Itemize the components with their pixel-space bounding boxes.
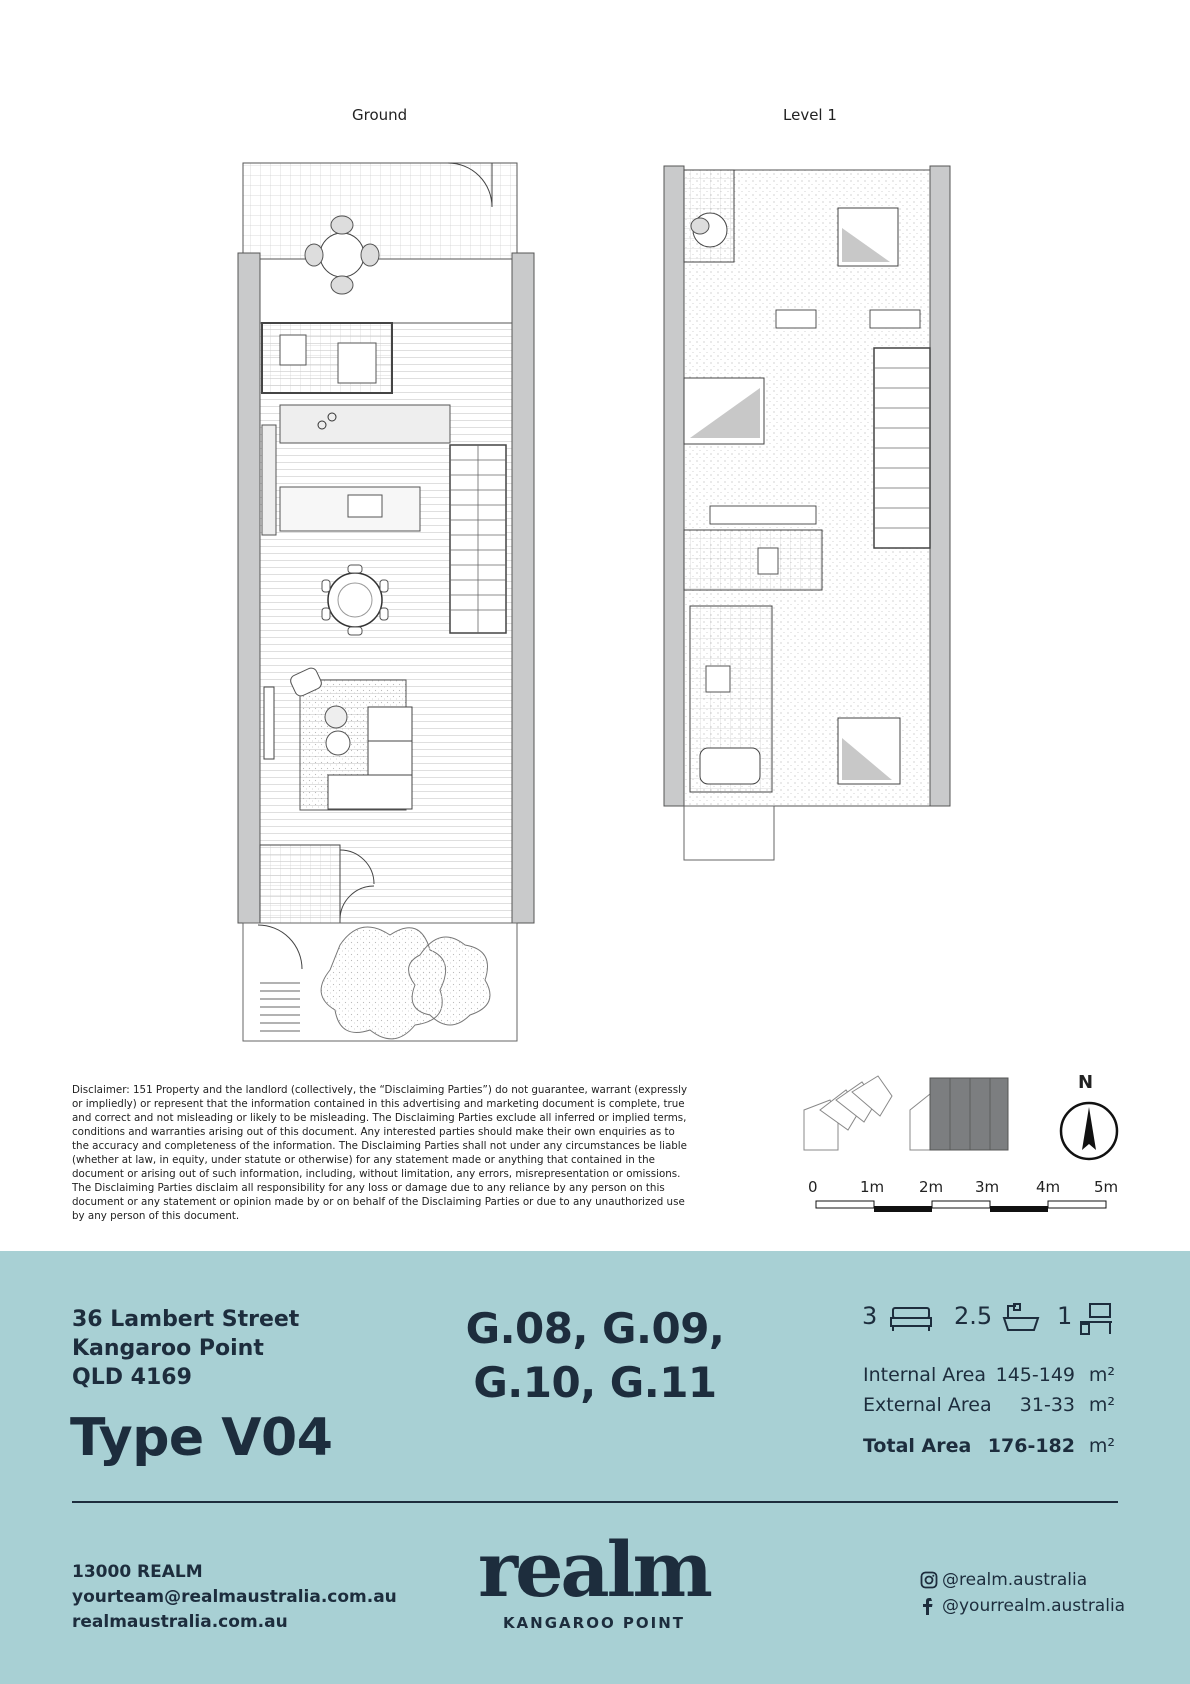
external-area-unit: m² (1088, 1394, 1115, 1416)
scale-label-0: 0 (808, 1178, 818, 1196)
address-line-3: QLD 4169 (72, 1365, 192, 1390)
bathroom-count: 2.5 (954, 1302, 993, 1330)
internal-area-unit: m² (1088, 1364, 1115, 1386)
north-arrow-icon (1058, 1100, 1120, 1162)
internal-area-value: 145-149 (995, 1364, 1075, 1386)
unit-numbers-line-2: G.10, G.11 (473, 1358, 717, 1407)
scale-bar-graphic (815, 1200, 1110, 1214)
realm-logo (478, 1525, 710, 1632)
external-area-value: 31-33 (1019, 1394, 1075, 1416)
study-count: 1 (1057, 1302, 1073, 1330)
contact-block (72, 1560, 397, 1635)
total-area-unit: m² (1088, 1435, 1115, 1457)
address-line-1: 36 Lambert Street (72, 1307, 300, 1332)
website-link[interactable]: realmaustralia.com.au (72, 1612, 288, 1632)
external-area-label: External Area (863, 1394, 992, 1416)
disclaimer-text: Disclaimer: 151 Property and the landlord (collectively, the “Disclaiming Parties”) do not guarantee, warrant (expressly or impliedly) or represent that the information contained in this advertising and marketing document is complete, true and correct and not misleading or likely to be misleading. The Disclaiming Parties exclude all inferred or implied terms, conditions and warranties arising out of this document. Any interested parties should make their own enquiries as to the accuracy and completeness of the information. The Disclaiming Parties shall not under any circumstances be liable (whether at law, in equity, under statute or otherwise) for any statement made or anything that contained in the document or arising out of such information, including, without limitation, any errors, misrepresentation or omissions. The Disclaiming Parties disclaim all responsibility for any loss or damage due to any reliance by any person on this document or any statement or opinion made by or on behalf of the Disclaiming Parties or due to any unauthorized use by any person of this document. (72, 1084, 688, 1222)
scale-label-3m: 3m (975, 1178, 1000, 1196)
address-line-2: Kangaroo Point (72, 1336, 264, 1361)
bedroom-count: 3 (862, 1302, 878, 1330)
level1-floor-plan (660, 158, 960, 868)
phone-text: 13000 REALM (72, 1562, 203, 1582)
desk-icon (1078, 1302, 1114, 1336)
scale-label-2m: 2m (919, 1178, 944, 1196)
bath-icon (1000, 1302, 1042, 1334)
email-link[interactable]: yourteam@realmaustralia.com.au (72, 1587, 397, 1607)
unit-numbers-line-1: G.08, G.09, (465, 1304, 725, 1353)
footer-divider (72, 1501, 1118, 1503)
facebook-handle: @yourrealm.australia (942, 1596, 1126, 1616)
ground-floor-plan (230, 155, 550, 1055)
address-block (72, 1305, 299, 1392)
bed-icon (890, 1306, 932, 1332)
logo-subtitle: KANGAROO POINT (502, 1614, 686, 1632)
unit-numbers (440, 1302, 750, 1410)
level1-plan-title: Level 1 (783, 106, 837, 124)
scale-label-5m: 5m (1094, 1178, 1119, 1196)
instagram-link[interactable] (920, 1570, 1087, 1590)
instagram-handle: @realm.australia (942, 1570, 1088, 1590)
internal-area-label: Internal Area (863, 1364, 986, 1386)
total-area-value: 176-182 (987, 1435, 1075, 1457)
compass-north-label: N (1078, 1072, 1094, 1093)
scale-label-1m: 1m (860, 1178, 885, 1196)
total-area-label: Total Area (863, 1435, 972, 1457)
ground-plan-title: Ground (352, 106, 408, 124)
facebook-icon (920, 1596, 938, 1616)
facebook-link[interactable] (920, 1596, 1125, 1616)
apartment-type: Type V04 (70, 1408, 333, 1468)
scale-label-4m: 4m (1036, 1178, 1061, 1196)
instagram-icon (920, 1571, 938, 1589)
logo-wordmark: realm (478, 1525, 710, 1614)
